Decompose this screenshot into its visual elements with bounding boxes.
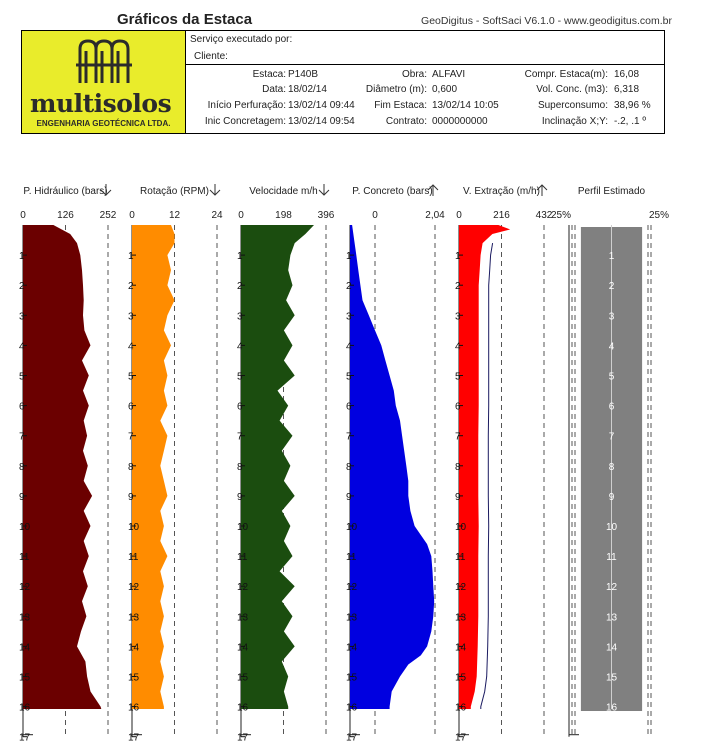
depth-label-3-10: 11 (346, 552, 357, 564)
tick-label-2-2: 396 (317, 210, 335, 221)
depth-label-1-3: 4 (128, 341, 134, 353)
fim-estaca-label: Fim Estaca: (374, 100, 427, 111)
depth-label-3-13: 14 (346, 642, 358, 654)
depth-label-2-5: 6 (237, 401, 243, 413)
depth-label-1-12: 13 (128, 612, 140, 624)
depth-label-4-13: 14 (455, 642, 467, 654)
chart-title-0: P. Hidráulico (bars) (23, 186, 108, 197)
tick-label-2-1: 198 (275, 210, 292, 221)
depth-label-0-10: 11 (19, 552, 30, 564)
depth-label-1-7: 8 (128, 461, 134, 473)
depth-label-2-7: 8 (237, 461, 243, 473)
depth-label-3-11: 12 (346, 582, 358, 594)
tick-label-0-2: 252 (99, 210, 117, 221)
depth-label-5-14: 15 (605, 672, 618, 684)
vol-conc-value: 6,318 (614, 84, 640, 95)
depth-label-4-14: 15 (455, 672, 467, 684)
depth-label-5-1: 2 (608, 281, 615, 293)
diametro-label: Diâmetro (m): (365, 84, 427, 95)
depth-label-2-3: 4 (237, 341, 243, 353)
series-area-4 (459, 225, 510, 709)
inic-concretagem-label: Inic Concretagem: (204, 116, 286, 127)
tick-label-3-1: 2,04 (425, 210, 445, 221)
depth-label-1-11: 12 (128, 582, 140, 594)
tick-label-5-0: 25% (550, 210, 572, 221)
logo-tagline: ENGENHARIA GEOTÉCNICA LTDA. (36, 119, 171, 128)
depth-label-3-3: 4 (346, 341, 352, 353)
inic-concretagem-value: 13/02/14 09:54 (288, 116, 355, 127)
depth-label-5-3: 4 (608, 341, 615, 353)
estaca-value: P140B (288, 69, 319, 80)
depth-label-4-1: 2 (455, 281, 461, 293)
depth-label-5-9: 10 (605, 522, 618, 533)
depth-label-4-0: 1 (455, 251, 461, 263)
tick-label-1-1: 12 (168, 210, 181, 221)
depth-label-2-16: 17 (237, 732, 249, 744)
depth-label-0-8: 9 (19, 491, 25, 503)
depth-label-3-12: 13 (346, 612, 358, 624)
chart-title-1: Rotação (RPM) (140, 186, 209, 197)
superconsumo-value: 38,96 % (614, 100, 651, 111)
depth-label-4-4: 5 (455, 371, 461, 383)
tick-label-4-0: 0 (456, 210, 462, 221)
depth-label-1-1: 2 (128, 281, 134, 293)
superconsumo-label: Superconsumo: (537, 100, 608, 111)
chart-title-4: V. Extração (m/h) (463, 186, 540, 197)
depth-label-2-14: 15 (237, 672, 249, 684)
depth-label-4-3: 4 (455, 341, 461, 353)
depth-label-2-12: 13 (237, 612, 249, 624)
vol-conc-label: Vol. Conc. (m3): (536, 84, 608, 95)
obra-label: Obra: (401, 69, 427, 80)
depth-label-0-6: 7 (19, 431, 25, 443)
depth-label-3-7: 8 (346, 461, 352, 473)
depth-label-4-6: 7 (455, 431, 461, 443)
depth-label-0-7: 8 (19, 461, 25, 473)
series-area-2 (241, 225, 314, 709)
depth-label-3-15: 16 (346, 702, 358, 714)
depth-label-0-16: 17 (19, 732, 31, 744)
depth-label-4-11: 12 (455, 582, 467, 594)
depth-label-0-0: 1 (19, 251, 25, 263)
contrato-label: Contrato: (385, 116, 427, 127)
tick-label-0-0: 0 (20, 210, 26, 221)
obra-value: ALFAVI (432, 69, 466, 80)
depth-label-1-9: 10 (128, 522, 140, 533)
depth-label-5-12: 13 (605, 612, 618, 624)
depth-label-0-2: 3 (19, 311, 25, 323)
depth-label-2-15: 16 (237, 702, 249, 714)
depth-label-0-13: 14 (19, 642, 31, 654)
depth-label-4-10: 11 (455, 552, 466, 564)
depth-label-1-4: 5 (128, 371, 134, 383)
depth-label-0-3: 4 (19, 341, 25, 353)
depth-label-0-14: 15 (19, 672, 31, 684)
depth-label-0-4: 5 (19, 371, 25, 383)
depth-label-5-16: 17 (605, 732, 618, 744)
depth-label-4-5: 6 (455, 401, 461, 413)
data-label: Data: (262, 84, 286, 95)
depth-label-1-15: 16 (128, 702, 140, 714)
depth-label-4-9: 10 (455, 522, 467, 533)
series-area-3 (350, 225, 434, 709)
estaca-label: Estaca: (252, 69, 286, 80)
depth-label-5-6: 7 (608, 431, 615, 443)
depth-label-3-4: 5 (346, 371, 352, 383)
depth-label-3-8: 9 (346, 491, 352, 503)
series-area-1 (132, 225, 175, 709)
depth-label-1-16: 17 (128, 732, 140, 744)
depth-label-5-4: 5 (608, 371, 615, 383)
depth-label-4-15: 16 (455, 702, 467, 714)
depth-label-5-8: 9 (608, 491, 615, 503)
depth-label-2-10: 11 (237, 552, 248, 564)
depth-label-4-8: 9 (455, 491, 461, 503)
tick-label-1-0: 0 (129, 210, 135, 221)
depth-label-5-2: 3 (608, 311, 615, 323)
depth-label-4-16: 17 (455, 732, 467, 744)
tick-label-0-1: 126 (57, 210, 74, 221)
tick-label-4-2: 432 (535, 210, 553, 221)
depth-label-0-15: 16 (19, 702, 31, 714)
tick-label-1-2: 24 (211, 210, 223, 221)
inclinacao-label: Inclinação X;Y: (541, 116, 608, 127)
depth-label-3-0: 1 (346, 251, 352, 263)
depth-label-3-16: 17 (346, 732, 358, 744)
extraction-trace-line (481, 243, 493, 709)
depth-label-2-13: 14 (237, 642, 249, 654)
depth-label-1-10: 11 (128, 552, 139, 564)
depth-label-2-8: 9 (237, 491, 243, 503)
series-area-0 (23, 225, 101, 709)
arrow-down-icon-1 (210, 184, 220, 195)
depth-label-1-2: 3 (128, 311, 134, 323)
contrato-value: 0000000000 (432, 116, 488, 127)
depth-label-1-6: 7 (128, 431, 134, 443)
depth-label-2-0: 1 (237, 251, 243, 263)
depth-label-0-9: 10 (19, 522, 31, 533)
depth-label-0-12: 13 (19, 612, 31, 624)
depth-label-1-14: 15 (128, 672, 140, 684)
depth-label-5-0: 1 (608, 251, 615, 263)
depth-label-3-1: 2 (346, 281, 352, 293)
depth-label-0-11: 12 (19, 582, 31, 594)
depth-label-3-5: 6 (346, 401, 352, 413)
depth-label-1-5: 6 (128, 401, 134, 413)
depth-label-5-13: 14 (605, 642, 618, 654)
tick-label-2-0: 0 (238, 210, 244, 221)
page-title: Gráficos da Estaca (117, 11, 253, 28)
depth-label-0-1: 2 (19, 281, 25, 293)
inicio-perfuracao-value: 13/02/14 09:44 (288, 100, 355, 111)
tick-label-5-1: 25% (648, 210, 670, 221)
depth-label-0-5: 6 (19, 401, 25, 413)
depth-label-2-11: 12 (237, 582, 249, 594)
depth-label-3-2: 3 (346, 311, 352, 323)
cliente-label: Cliente: (194, 51, 228, 62)
depth-label-5-11: 12 (605, 582, 618, 594)
depth-label-5-15: 16 (605, 702, 618, 714)
depth-label-3-6: 7 (346, 431, 352, 443)
chart-title-5: Perfil Estimado (577, 186, 646, 197)
chart-title-2: Velocidade m/h (249, 186, 318, 197)
depth-label-4-7: 8 (455, 461, 461, 473)
tick-label-3-0: 0 (372, 210, 378, 221)
depth-label-4-12: 13 (455, 612, 467, 624)
compr-estaca-label: Compr. Estaca(m): (524, 69, 608, 80)
depth-label-2-4: 5 (237, 371, 243, 383)
inicio-perfuracao-label: Início Perfuração: (207, 100, 286, 111)
data-value: 18/02/14 (288, 84, 327, 95)
depth-label-2-9: 10 (237, 522, 249, 533)
depth-label-5-5: 6 (608, 401, 615, 413)
arrow-down-icon-2 (319, 184, 329, 195)
logo-name: multisolos (30, 89, 172, 118)
depth-label-3-14: 15 (346, 672, 358, 684)
depth-label-5-7: 8 (608, 461, 615, 473)
depth-label-3-9: 10 (346, 522, 358, 533)
software-credit: GeoDigitus - SoftSaci V6.1.0 - www.geodigitus.com.br (421, 15, 672, 27)
diametro-value: 0,600 (432, 84, 458, 95)
depth-label-4-2: 3 (455, 311, 461, 323)
depth-label-2-1: 2 (237, 281, 243, 293)
depth-label-1-8: 9 (128, 491, 134, 503)
chart-title-3: P. Concreto (bars) (352, 186, 433, 197)
servico-label: Serviço executado por: (190, 34, 293, 45)
inclinacao-value: -.2, .1 º (614, 116, 646, 127)
depth-label-2-6: 7 (237, 431, 243, 443)
depth-label-1-0: 1 (128, 251, 134, 263)
fim-estaca-value: 13/02/14 10:05 (432, 100, 499, 111)
depth-label-2-2: 3 (237, 311, 243, 323)
compr-estaca-value: 16,08 (614, 69, 640, 80)
depth-label-5-10: 11 (606, 552, 617, 564)
depth-label-1-13: 14 (128, 642, 140, 654)
tick-label-4-1: 216 (493, 210, 510, 221)
